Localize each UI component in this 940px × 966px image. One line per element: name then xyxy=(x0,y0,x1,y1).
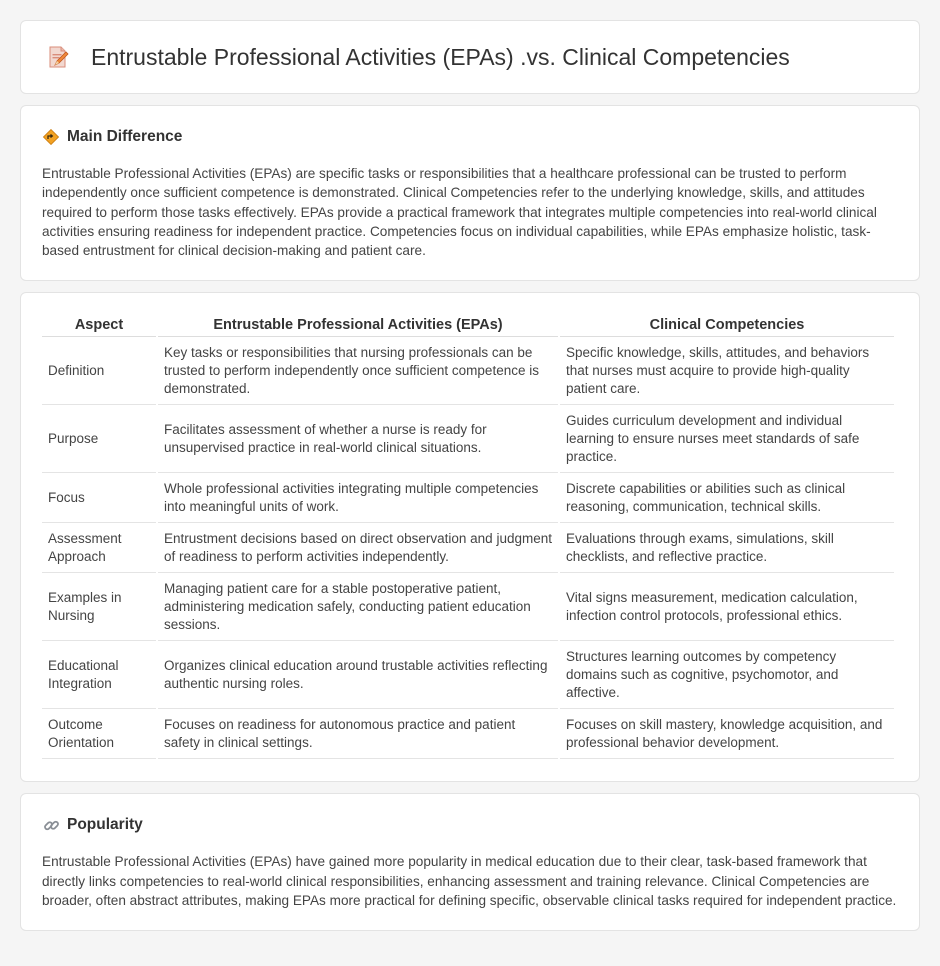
header-clinical-competencies: Clinical Competencies xyxy=(560,313,894,337)
table-row xyxy=(42,337,894,405)
aspect-cell: Purpose xyxy=(42,405,156,473)
table-row xyxy=(42,573,894,641)
popularity-text: Entrustable Professional Activities (EPAs) have gained more popularity in medical education due to their clear, task-based framework that directly links competencies to real-world clinical responsibilities, enhancing assessment and training relevance. Clinical Competencies are broader, often abstract attributes, making EPAs more practical for defining specific, observable clinical tasks required for independent practice. xyxy=(42,854,897,909)
table-header-row xyxy=(42,313,894,337)
table-row xyxy=(42,523,894,573)
title-card xyxy=(20,20,920,94)
main-difference-text: Entrustable Professional Activities (EPAs) are specific tasks or responsibilities that a healthcare professional can be trusted to perform independently once sufficient competence is demonstrated. Clinical Competencies refer to the underlying knowledge, skills, and attitudes required to perform those tasks effectively. EPAs provide a practical framework that integrates multiple competencies into real-world clinical activities ensuring readiness for independent practice. Competencies focus on individual capabilities, while EPAs emphasize holistic, task-based entrustment for clinical decision-making and patient care. xyxy=(42,166,877,259)
main-difference-section xyxy=(20,105,920,281)
table-row xyxy=(42,709,894,759)
epa-cell: Organizes clinical education around trustable activities reflecting authentic nursing roles. xyxy=(158,641,558,709)
popularity-section xyxy=(20,793,920,931)
aspect-cell: Educational Integration xyxy=(42,641,156,709)
epa-cell: Key tasks or responsibilities that nursing professionals can be trusted to perform independently once sufficient competence is demonstrated. xyxy=(158,337,558,405)
aspect-cell: Assessment Approach xyxy=(42,523,156,573)
competency-cell: Vital signs measurement, medication calculation, infection control protocols, professional ethics. xyxy=(560,573,894,641)
epa-cell: Entrustment decisions based on direct observation and judgment of readiness to perform activities independently. xyxy=(158,523,558,573)
diamond-sign-icon xyxy=(42,128,60,146)
link-icon xyxy=(42,816,60,834)
header-aspect: Aspect xyxy=(42,313,156,337)
document-pencil-icon xyxy=(45,44,71,70)
main-difference-heading: Main Difference xyxy=(67,128,183,145)
table-row xyxy=(42,473,894,523)
popularity-heading: Popularity xyxy=(67,816,143,834)
epa-cell: Facilitates assessment of whether a nurse is ready for unsupervised practice in real-world clinical situations. xyxy=(158,405,558,473)
epa-cell: Managing patient care for a stable postoperative patient, administering medication safely, conducting patient education sessions. xyxy=(158,573,558,641)
competency-cell: Structures learning outcomes by competency domains such as cognitive, psychomotor, and affective. xyxy=(560,641,894,709)
competency-cell: Guides curriculum development and individual learning to ensure nurses meet standards of safe practice. xyxy=(560,405,894,473)
aspect-cell: Focus xyxy=(42,473,156,523)
page-title: Entrustable Professional Activities (EPAs) .vs. Clinical Competencies xyxy=(91,43,790,70)
header-epa: Entrustable Professional Activities (EPAs) xyxy=(158,313,558,337)
epa-cell: Whole professional activities integrating multiple competencies into meaningful units of work. xyxy=(158,473,558,523)
comparison-table-card xyxy=(20,292,920,782)
table-row xyxy=(42,641,894,709)
comparison-table xyxy=(40,313,896,759)
aspect-cell: Definition xyxy=(42,337,156,405)
competency-cell: Discrete capabilities or abilities such as clinical reasoning, communication, technical skills. xyxy=(560,473,894,523)
aspect-cell: Outcome Orientation xyxy=(42,709,156,759)
competency-cell: Evaluations through exams, simulations, skill checklists, and reflective practice. xyxy=(560,523,894,573)
competency-cell: Focuses on skill mastery, knowledge acquisition, and professional behavior development. xyxy=(560,709,894,759)
aspect-cell: Examples in Nursing xyxy=(42,573,156,641)
epa-cell: Focuses on readiness for autonomous practice and patient safety in clinical settings. xyxy=(158,709,558,759)
table-row xyxy=(42,405,894,473)
competency-cell: Specific knowledge, skills, attitudes, and behaviors that nurses must acquire to provide high-quality patient care. xyxy=(560,337,894,405)
